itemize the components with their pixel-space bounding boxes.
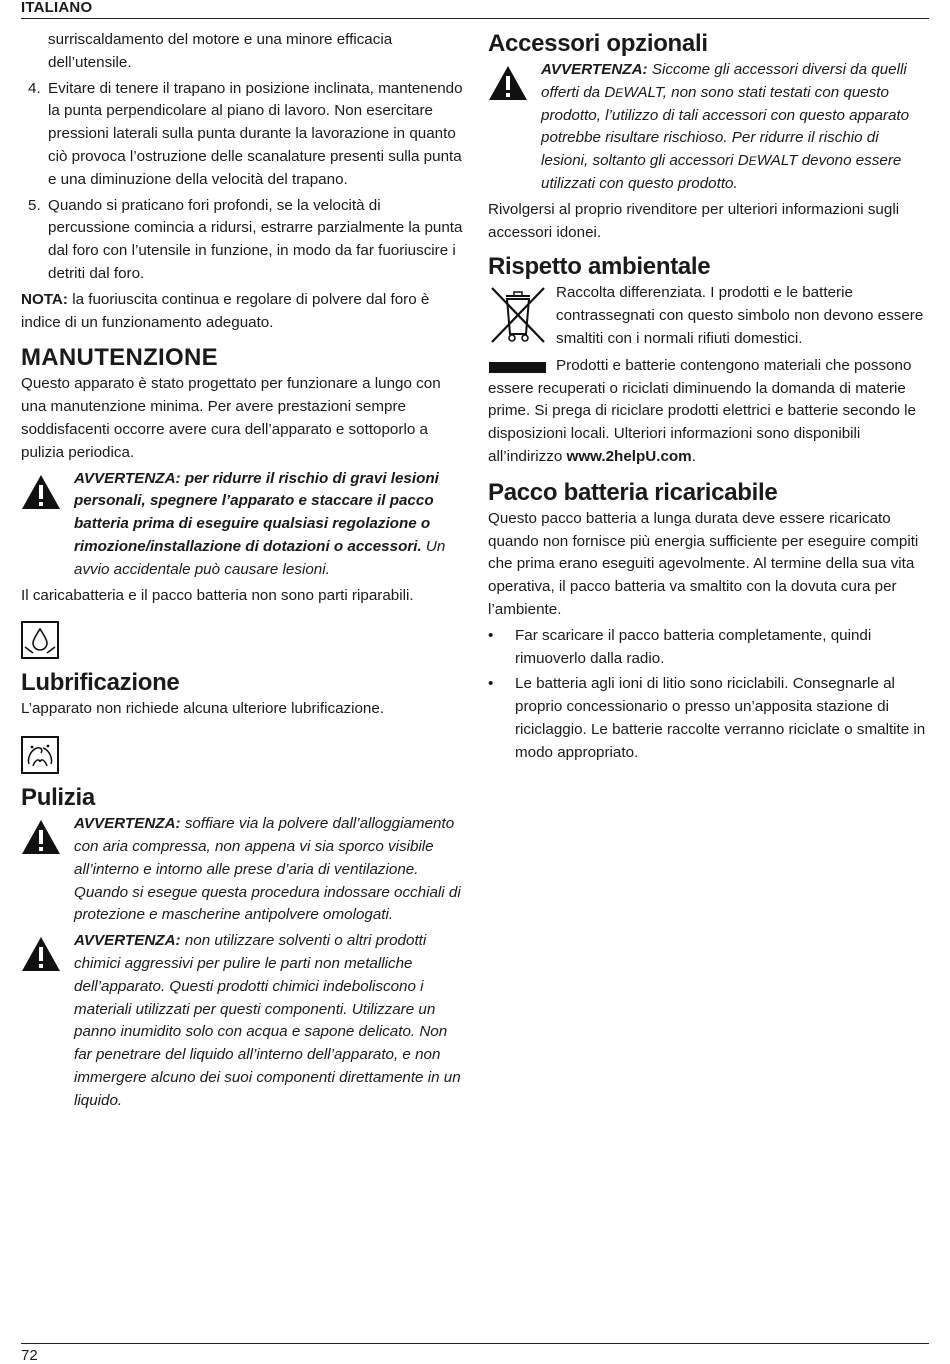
recycling-url-link[interactable]: www.2helpU.com (566, 447, 692, 465)
cleaning-warning (21, 813, 466, 927)
maintenance-warning (21, 468, 466, 582)
bullet-text: Far scaricare il pacco batteria completamente, quindi rimuoverlo dalla radio. (515, 626, 872, 667)
step-continuation: surriscaldamento del motore e una minore efficacia dell’utensile. (48, 31, 393, 71)
step-number: 5. (28, 196, 41, 214)
step-item (21, 78, 466, 192)
cleaning-heading: Pulizia (21, 784, 95, 812)
bullet-symbol: • (488, 626, 494, 644)
recycling-paragraph (488, 355, 928, 469)
footer-rule (21, 1343, 929, 1344)
page-number: 72 (21, 1347, 38, 1364)
right-column (488, 29, 928, 768)
brand-small-letter: E (748, 154, 757, 169)
warning-bold-text: AVVERTENZA: per ridurre il rischio di gravi lesioni personali, spegnere l’apparato e staccare il pacco batteria prima di eseguire qualsiasi regolazione o rimozione/installazione di dotazioni o accessori. (74, 469, 439, 555)
list-item (488, 625, 928, 671)
step-item (21, 195, 466, 286)
cleaning-warning (21, 930, 466, 1112)
step-text: Evitare di tenere il trapano in posizione inclinata, mantenendo la punta perpendicolare al piano di lavoro. Non esercitare pressioni laterali sulla punta durante la lavorazione in quanto ciò provoca l’ostruzione delle scanalature presenti sulla punta e una diminuzione della velocità del trapano. (48, 79, 463, 188)
recycling-text: Prodotti e batterie contengono materiali che possono essere recuperati o riciclati diminuendo la domanda di materie prime. Si prega di riciclare prodotti elettrici e batterie secondo le disposizioni locali. Ulteriori informazioni sono disponibili all’indirizzo (488, 356, 916, 465)
charger-note: Il caricabatteria e il pacco batteria non sono parti riparabili. (21, 586, 414, 604)
separate-collection-text: Raccolta differenziata. I prodotti e le batterie contrassegnati con questo simbolo non devono essere smaltiti con i normali rifiuti domestici. (556, 284, 924, 347)
warning-text: Siccome gli accessori diversi da quelli offerti da D (541, 61, 907, 101)
lubrication-text: L’apparato non richiede alcuna ulteriore lubrificazione. (21, 700, 385, 718)
environment-heading: Rispetto ambientale (488, 253, 711, 281)
warning-triangle-icon (21, 936, 61, 972)
warning-triangle-icon (21, 819, 61, 855)
cleaning-hands-icon (21, 736, 59, 774)
battery-intro: Questo pacco batteria a lunga durata deve essere ricaricato quando non fornisce più energia sufficiente per eseguire compiti che prima erano eseguiti agevolmente. Al termine della sua vita operativa, il pacco batteria va smaltito con la dovuta cura per l’ambiente. (488, 509, 919, 618)
warning-label: AVVERTENZA: (74, 932, 181, 950)
note-paragraph (21, 289, 466, 335)
left-column (21, 29, 466, 1115)
warning-text: WALT, non sono stati testati con questo prodotto, l’utilizzo di tali accessori con questo apparato potrebbe risultare rischioso. Per ridurre il rischio di lesioni, soltanto gli accessori D (541, 83, 910, 170)
warning-triangle-icon (488, 65, 528, 101)
step-number: 4. (28, 79, 41, 97)
note-text: la fuoriuscita continua e regolare di polvere dal foro è indice di un funzionamento adeguato. (21, 290, 430, 331)
bullet-symbol: • (488, 675, 494, 693)
separate-collection (488, 282, 928, 350)
language-label: ITALIANO (21, 0, 93, 16)
maintenance-intro: Questo apparato è stato progettato per funzionare a lungo con una manutenzione minima. Per avere prestazioni sempre soddisfacenti occorre avere cura dell’apparato e sottoporlo a pulizia periodica. (21, 375, 441, 461)
lubrication-heading: Lubrificazione (21, 669, 180, 697)
step-text: Quando si praticano fori profondi, se la velocità di percussione comincia a ridursi, estrarre parzialmente la punta dal foro con l’utensile in funzione, in modo da far fuoriuscire i detriti dal foro. (48, 196, 463, 282)
accessories-warning (488, 59, 928, 196)
maintenance-heading: MANUTENZIONE (21, 344, 218, 372)
crossed-out-bin-icon (488, 284, 548, 346)
list-item (488, 673, 928, 764)
recycling-url-suffix: . (691, 447, 696, 465)
brand-small-letter: E (615, 85, 624, 100)
warning-text: Un avvio accidentale può causare lesioni. (74, 537, 446, 578)
warning-label: AVVERTENZA: (541, 61, 648, 78)
warning-triangle-icon (21, 474, 61, 510)
warning-label: AVVERTENZA: (74, 815, 181, 833)
warning-text: soffiare via la polvere dall’alloggiamento con aria compressa, non appena vi sia sporco visibile all’interno e intorno alle prese d’aria di ventilazione. Quando si esegue questa procedura indossare occhiali di protezione e mascherine antipolvere omologati. (74, 815, 461, 924)
oil-drop-icon (21, 621, 59, 659)
accessories-info: Rivolgersi al proprio rivenditore per ulteriori informazioni sugli accessori idonei. (488, 200, 900, 241)
warning-text: non utilizzare solventi o altri prodotti chimici aggressivi per pulire le parti non metalliche dell’apparato. Questi prodotti chimici indeboliscono i materiali utilizzati per questi componenti. Utilizzare un panno inumidito solo con acqua e sapone delicato. Non far penetrare del liquido all’interno dell’apparato, e non immergere alcuno dei suoi componenti direttamente in un liquido. (74, 932, 461, 1109)
note-label: NOTA: (21, 290, 68, 308)
bullet-text: Le batteria agli ioni di litio sono riciclabili. Consegnarle al proprio concessionario o presso un’apposita stazione di riciclaggio. Le batterie raccolte verranno riciclate o smaltite in modo appropriato. (515, 675, 926, 761)
battery-heading: Pacco batteria ricaricabile (488, 478, 778, 506)
accessories-heading: Accessori opzionali (488, 30, 708, 57)
collection-bar-icon (489, 362, 546, 373)
header-rule (21, 18, 929, 19)
warning-text: WALT devono essere utilizzati con questo prodotto. (541, 152, 902, 192)
